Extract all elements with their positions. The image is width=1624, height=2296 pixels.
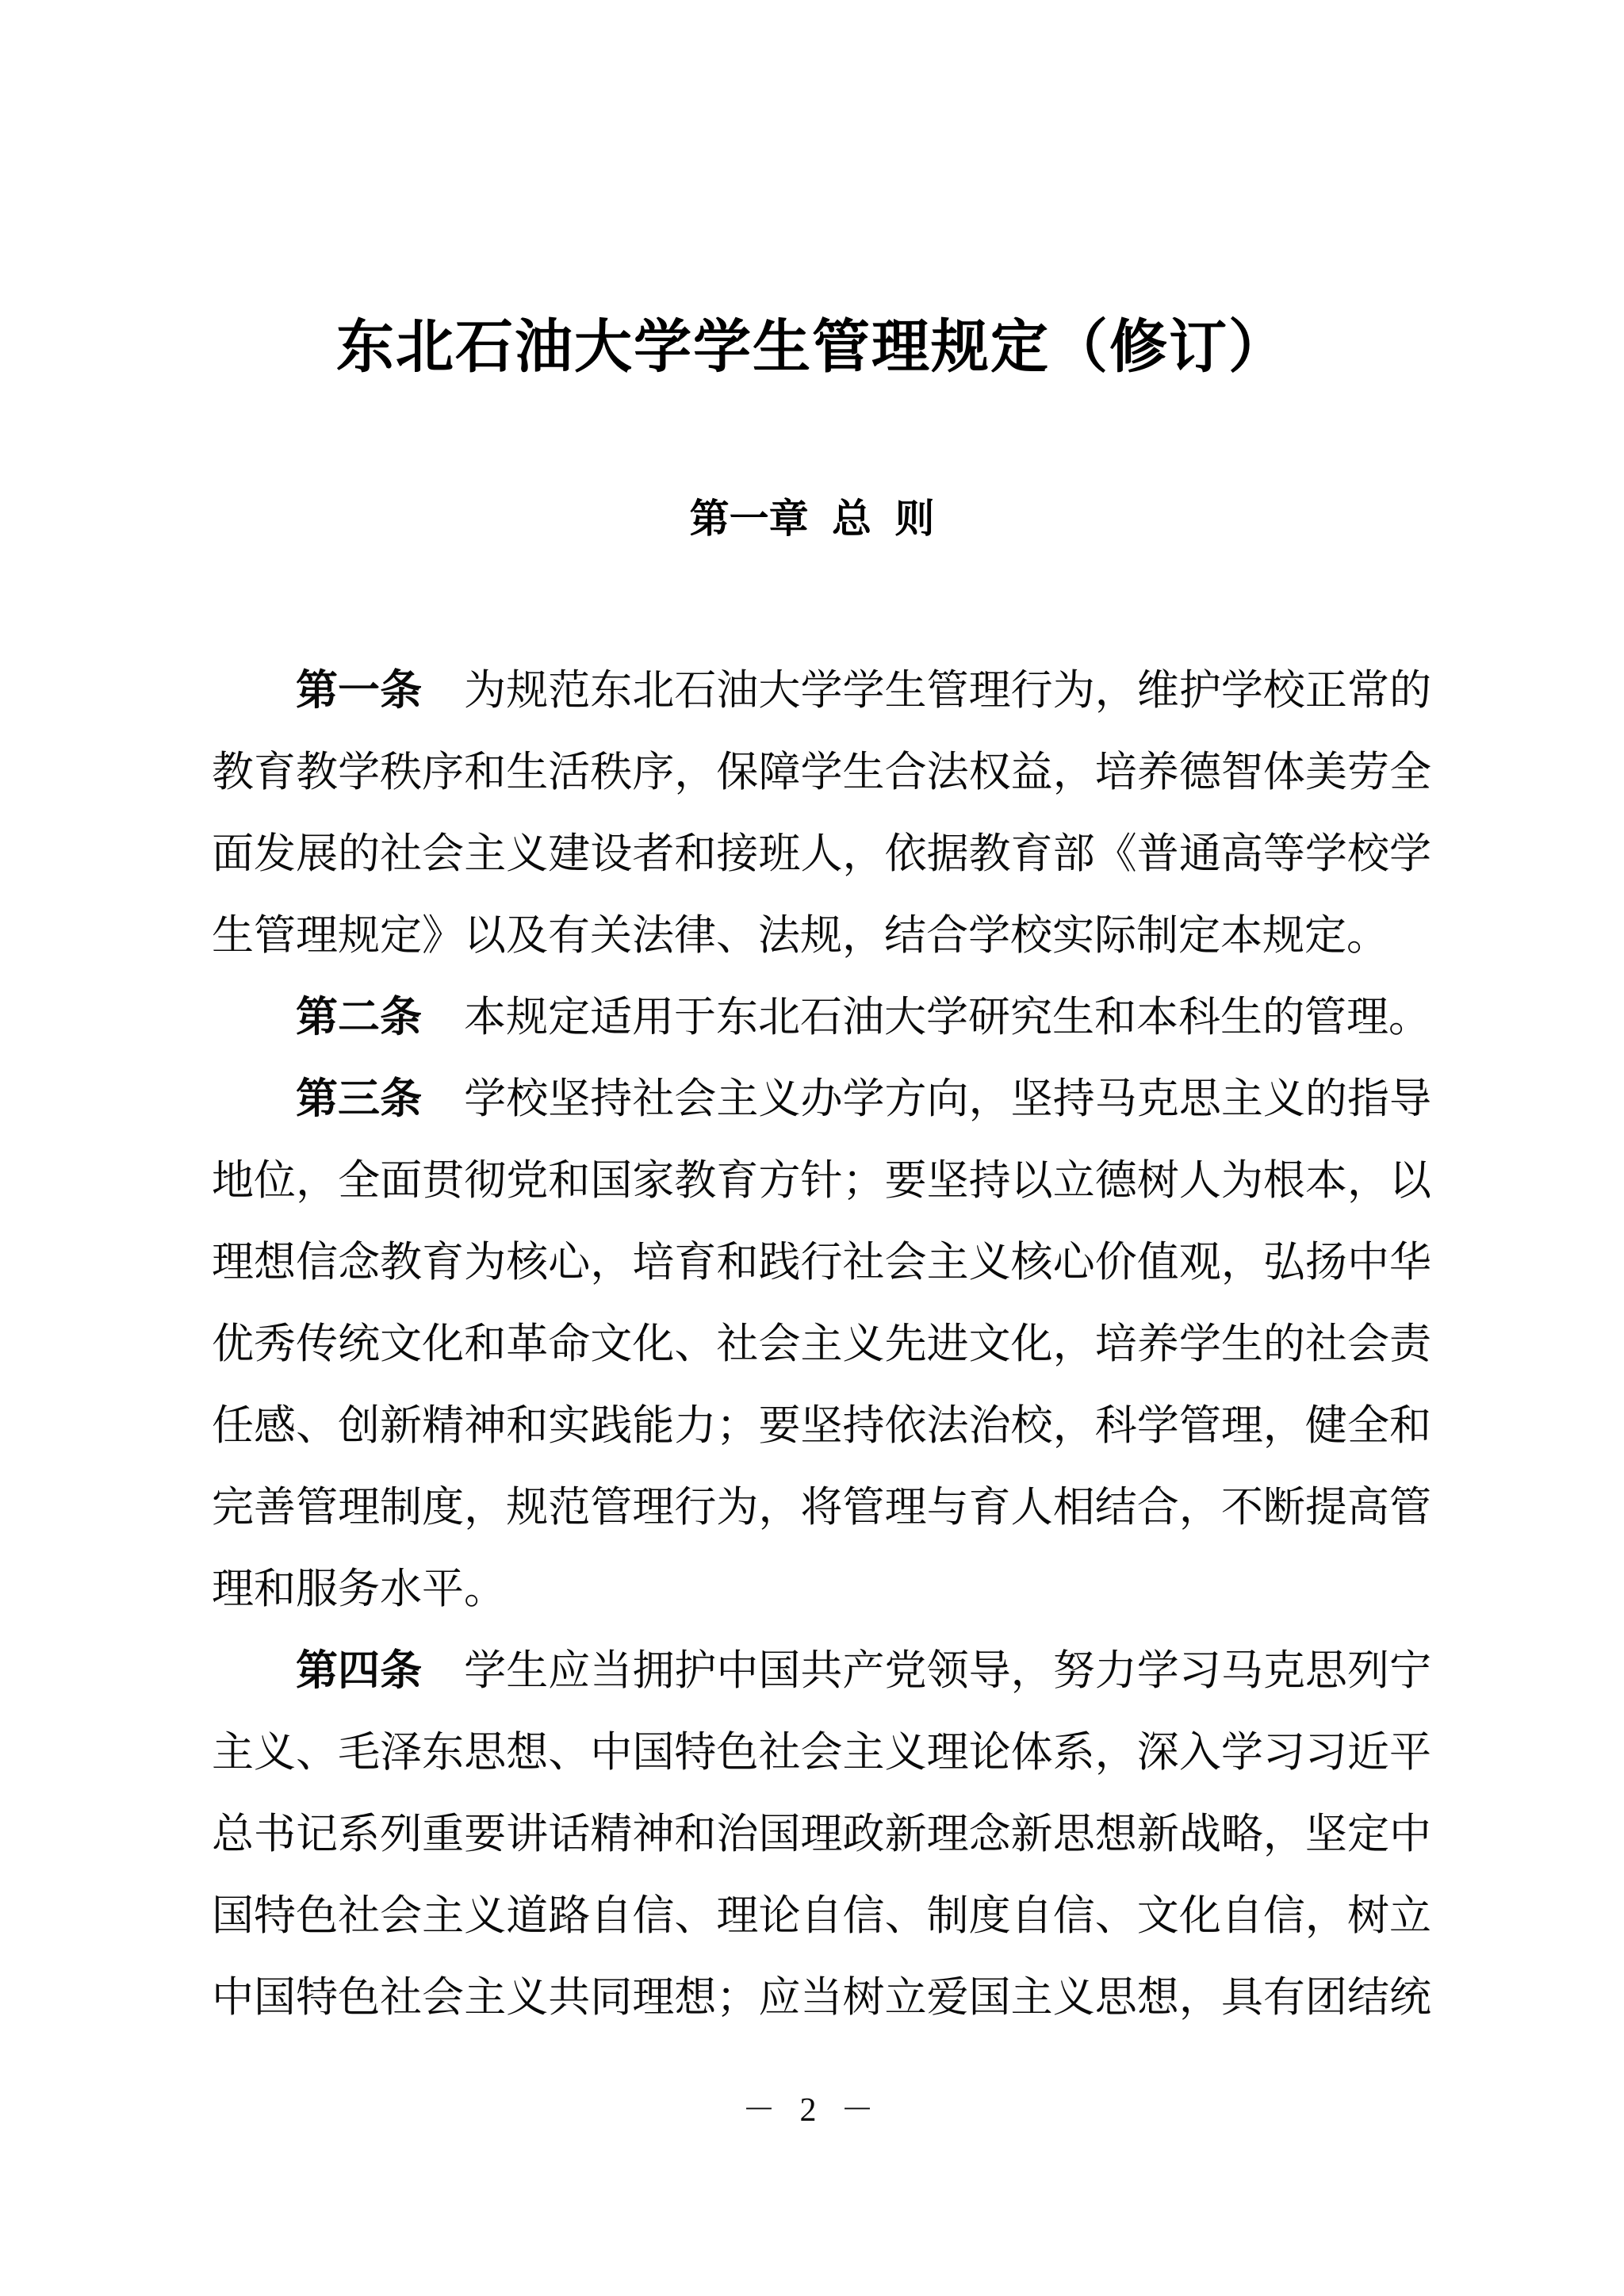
- body-line: 生管理规定》以及有关法律、法规，结合学校实际制定本规定。: [212, 913, 1388, 959]
- body-line: 国特色社会主义道路自信、理论自信、制度自信、文化自信，树立: [212, 1893, 1431, 1939]
- article-number: 第四条: [296, 1648, 423, 1694]
- document-body: [212, 650, 1431, 2039]
- body-line: 优秀传统文化和革命文化、社会主义先进文化，培养学生的社会责: [212, 1321, 1431, 1367]
- document-title: 东北石油大学学生管理规定（修订）: [336, 315, 1288, 379]
- body-line: 教育教学秩序和生活秩序，保障学生合法权益，培养德智体美劳全: [212, 749, 1431, 795]
- body-line: 理想信念教育为核心，培育和践行社会主义核心价值观，弘扬中华: [212, 1240, 1431, 1286]
- body-line: 理和服务水平。: [212, 1566, 506, 1612]
- body-line: 第二条 本规定适用于东北石油大学研究生和本科生的管理。: [296, 995, 1431, 1041]
- body-line: 面发展的社会主义建设者和接班人，依据教育部《普通高等学校学: [212, 831, 1431, 877]
- body-line: 第四条 学生应当拥护中国共产党领导，努力学习马克思列宁: [296, 1648, 1431, 1694]
- paragraph-article-2: [212, 977, 1431, 1059]
- body-line: 中国特色社会主义共同理想；应当树立爱国主义思想，具有团结统: [212, 1975, 1431, 2021]
- article-number: 第三条: [296, 1076, 423, 1122]
- page-number: － 2 －: [741, 2092, 882, 2129]
- paragraph-article-4: [212, 1631, 1431, 2039]
- chapter-heading: 第一章 总 则: [689, 496, 935, 542]
- paragraph-article-1: [212, 650, 1431, 977]
- body-line: 完善管理制度，规范管理行为，将管理与育人相结合，不断提高管: [212, 1485, 1431, 1531]
- article-number: 第二条: [296, 995, 422, 1041]
- article-number: 第一条: [296, 668, 423, 714]
- body-line: 总书记系列重要讲话精神和治国理政新理念新思想新战略，坚定中: [212, 1811, 1431, 1857]
- body-line: 第一条 为规范东北石油大学学生管理行为，维护学校正常的: [296, 668, 1431, 714]
- body-line: 第三条 学校坚持社会主义办学方向，坚持马克思主义的指导: [296, 1076, 1431, 1122]
- paragraph-article-3: [212, 1059, 1431, 1631]
- body-line: 主义、毛泽东思想、中国特色社会主义理论体系，深入学习习近平: [212, 1730, 1431, 1776]
- body-line: 任感、创新精神和实践能力；要坚持依法治校，科学管理，健全和: [212, 1403, 1431, 1449]
- body-line: 地位，全面贯彻党和国家教育方针；要坚持以立德树人为根本，以: [212, 1158, 1431, 1204]
